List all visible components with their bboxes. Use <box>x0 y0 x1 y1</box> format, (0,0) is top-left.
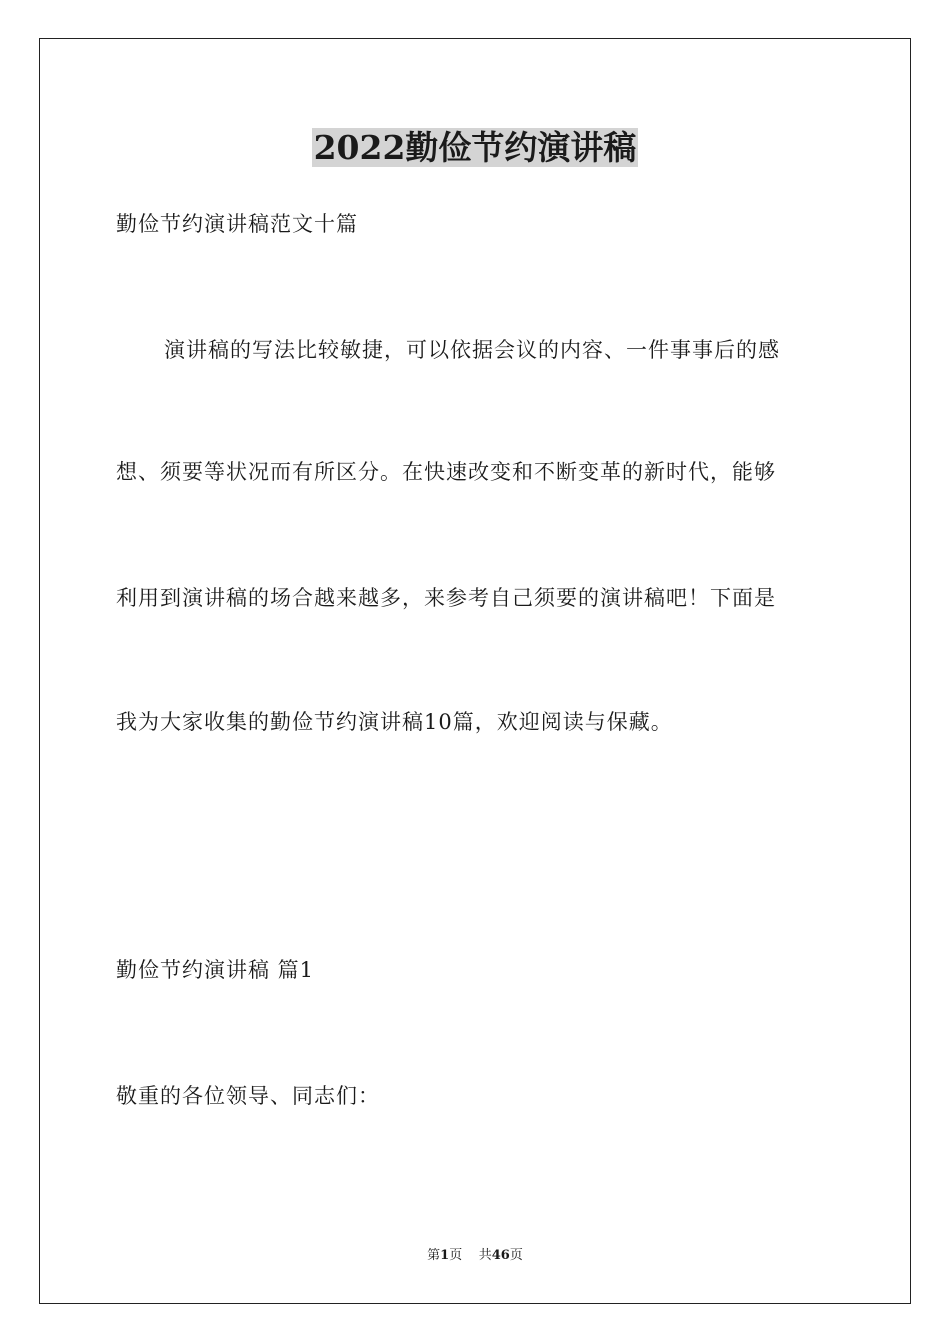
document-title-text: 2022勤俭节约演讲稿 <box>313 128 637 167</box>
salutation: 敬重的各位领导、同志们： <box>116 1084 380 1108</box>
footer-total-pages: 46 <box>491 1248 510 1263</box>
intro-line-1: 演讲稿的写法比较敏捷，可以依据会议的内容、一件事事后的感 <box>164 338 780 362</box>
intro-line-4: 我为大家收集的勤俭节约演讲稿10篇，欢迎阅读与保藏。 <box>116 710 673 734</box>
footer-total-suffix: 页 <box>509 1248 523 1263</box>
footer-page-prefix: 第 <box>427 1248 441 1263</box>
intro-line-3: 利用到演讲稿的场合越来越多，来参考自己须要的演讲稿吧！下面是 <box>116 586 776 610</box>
footer-page-number: 1 <box>440 1248 450 1263</box>
section-heading: 勤俭节约演讲稿 篇1 <box>116 958 315 982</box>
document-title <box>0 124 950 172</box>
page-footer <box>0 1246 950 1266</box>
footer-total-prefix: 共 <box>478 1248 492 1263</box>
footer-page-suffix: 页 <box>449 1248 463 1263</box>
document-subtitle: 勤俭节约演讲稿范文十篇 <box>116 212 358 236</box>
intro-line-2: 想、须要等状况而有所区分。在快速改变和不断变革的新时代，能够 <box>116 460 776 484</box>
